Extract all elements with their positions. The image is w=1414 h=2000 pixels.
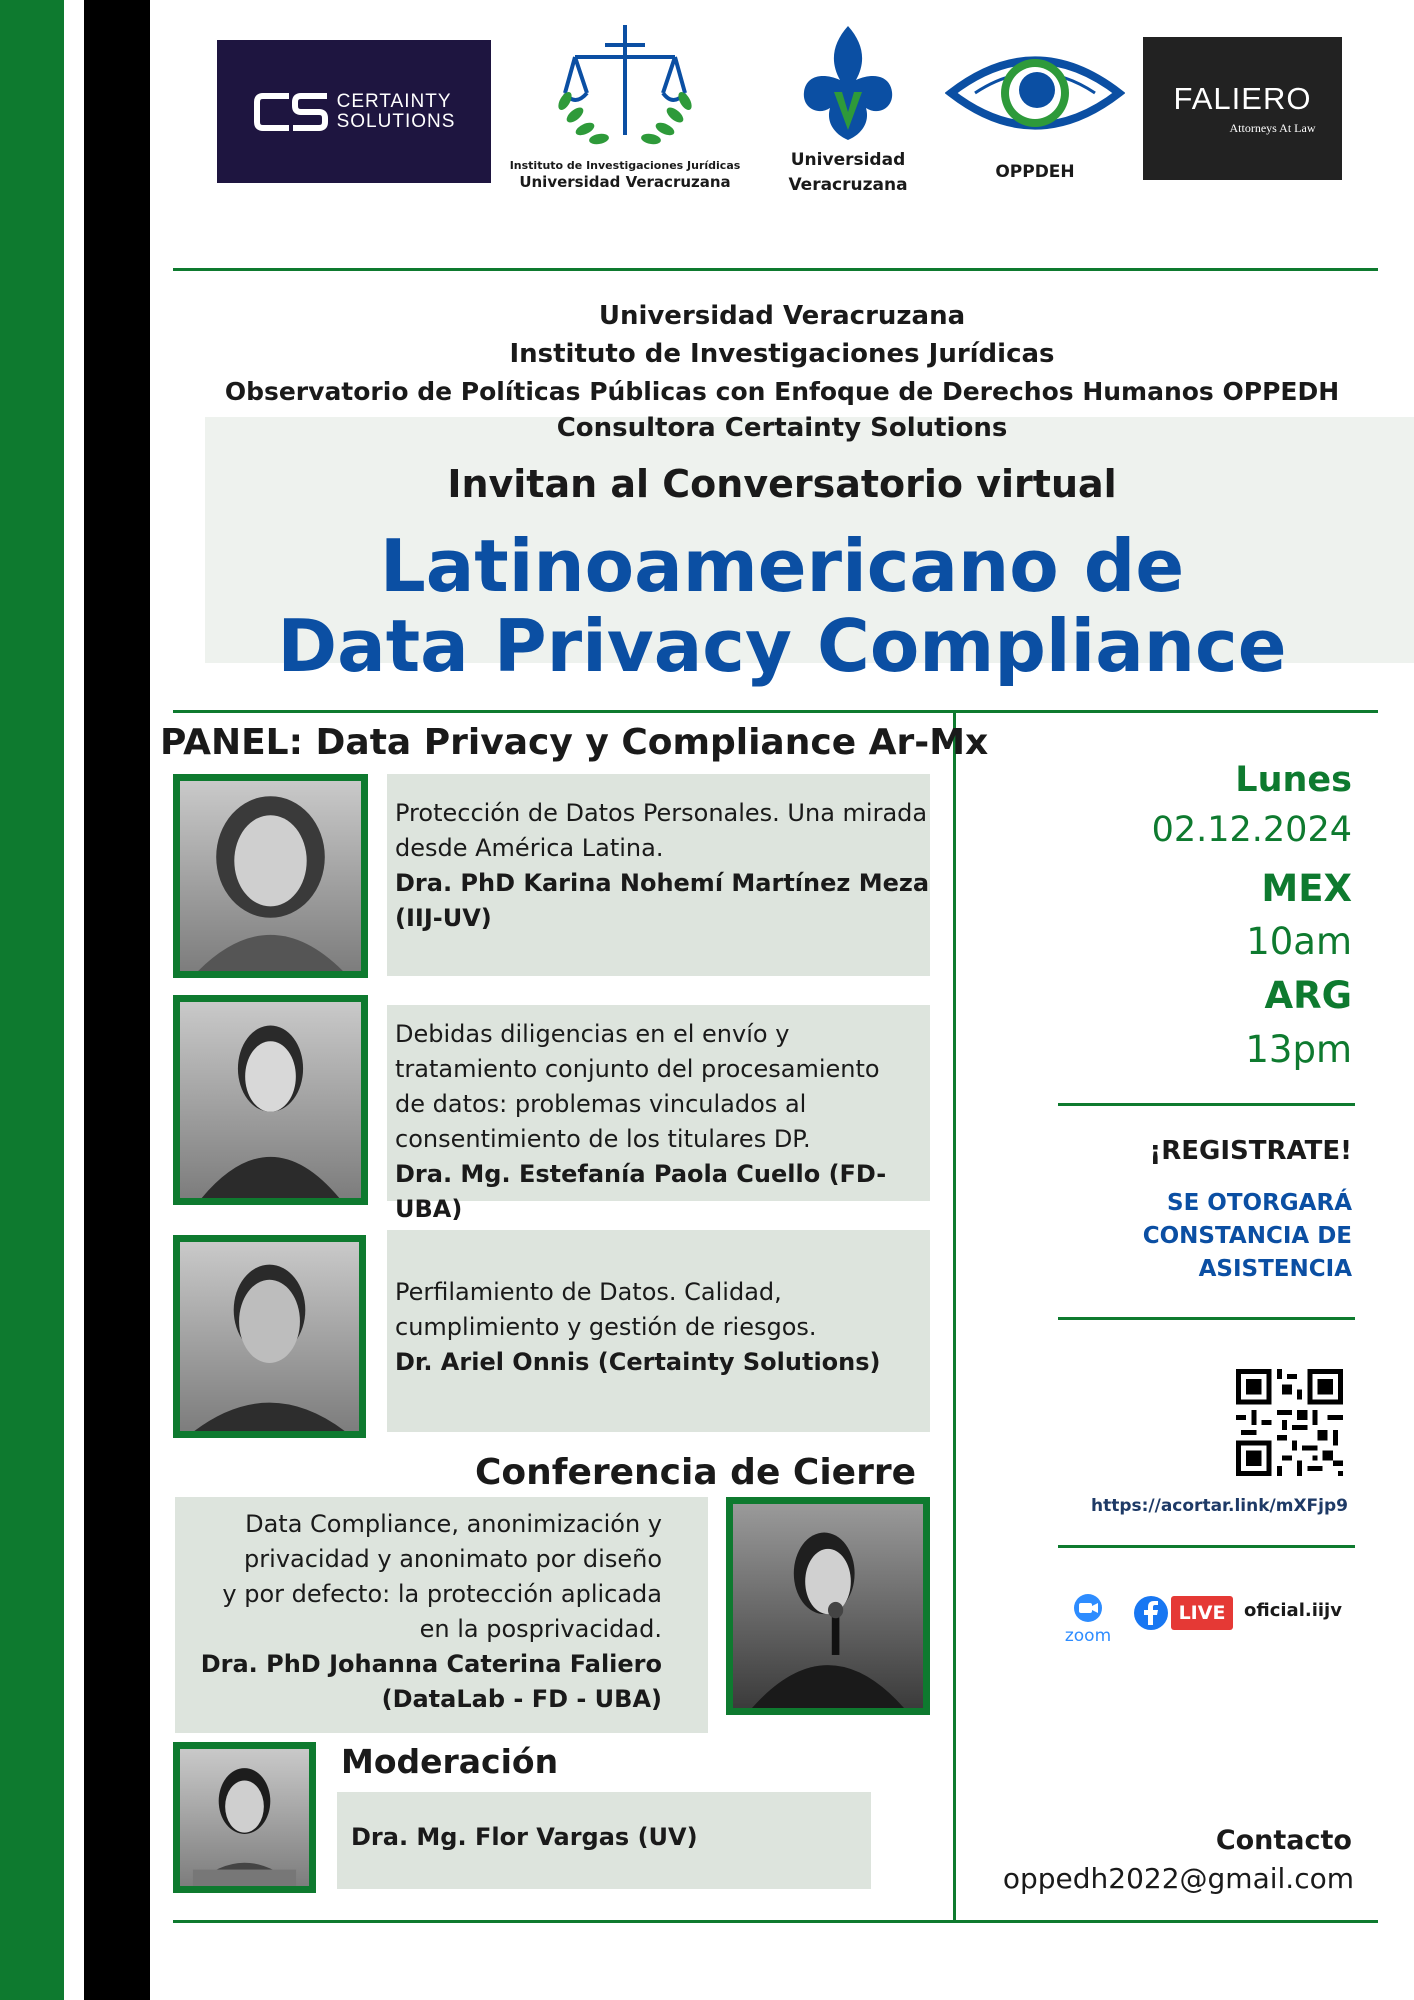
certificate-line-3: ASISTENCIA	[1198, 1256, 1352, 1282]
right-divider-2	[1058, 1317, 1355, 1320]
talk-2-line-1: Debidas diligencias en el envío y	[395, 1020, 790, 1048]
certificate-line-2: CONSTANCIA DE	[1142, 1223, 1352, 1249]
scales-of-justice-icon	[505, 15, 745, 155]
arg-label: ARG	[1264, 974, 1352, 1017]
facebook-icon	[1133, 1595, 1169, 1631]
faliero-logo	[1143, 37, 1342, 180]
talk-1-line-2: desde América Latina.	[395, 834, 664, 862]
arg-time: 13pm	[1245, 1028, 1352, 1071]
social-handle[interactable]: oficial.iijv	[1244, 1600, 1342, 1621]
column-divider	[953, 712, 956, 1922]
certainty-logo-line1: CERTAINTY	[336, 90, 452, 112]
person-silhouette-icon	[180, 1749, 309, 1886]
facebook-logo[interactable]	[1133, 1595, 1169, 1631]
iij-logo	[505, 15, 745, 195]
closing-heading: Conferencia de Cierre	[475, 1452, 916, 1493]
talk-1-speaker-2: (IIJ-UV)	[395, 904, 492, 932]
closing-speaker-2: (DataLab - FD - UBA)	[381, 1685, 662, 1713]
person-silhouette-icon	[180, 781, 361, 971]
header-divider	[173, 268, 1378, 271]
oppdeh-logo	[945, 38, 1125, 188]
certificate-notice	[1052, 1187, 1352, 1286]
uv-logo-line1: Universidad	[790, 150, 906, 170]
left-black-stripe	[84, 0, 150, 2000]
event-date: 02.12.2024	[1151, 810, 1352, 850]
panel-heading: PANEL: Data Privacy y Compliance Ar-Mx	[160, 722, 989, 763]
faliero-logo-name: FALIERO	[1173, 81, 1312, 116]
closing-line-4: en la posprivacidad.	[419, 1615, 662, 1643]
person-silhouette-icon	[180, 1002, 361, 1198]
organizer-3: Observatorio de Políticas Públicas con Enfoque de Derechos Humanos OPPEDH	[224, 377, 1340, 406]
fleur-de-lis-icon	[768, 22, 928, 144]
zoom-logo[interactable]	[1060, 1593, 1116, 1646]
organizer-2: Instituto de Investigaciones Jurídicas	[509, 339, 1055, 369]
talk-2-line-3: de datos: problemas vinculados al	[395, 1090, 807, 1118]
speaker-photo-ariel	[173, 1235, 366, 1438]
uv-logo	[768, 22, 928, 202]
certainty-solutions-logo	[217, 40, 491, 183]
event-day: Lunes	[1235, 760, 1352, 800]
right-divider-3	[1058, 1545, 1355, 1548]
section-bottom-divider	[173, 1920, 1378, 1923]
mex-label: MEX	[1261, 867, 1352, 910]
invite-text: Invitan al Conversatorio virtual	[447, 462, 1117, 506]
event-title-line2: Data Privacy Compliance	[277, 604, 1287, 688]
iij-logo-line1: Instituto de Investigaciones Jurídicas	[509, 159, 741, 172]
event-title-line1: Latinoamericano de	[379, 524, 1185, 608]
live-badge[interactable]: LIVE	[1171, 1596, 1233, 1630]
right-divider-1	[1058, 1103, 1355, 1106]
zoom-label: zoom	[1064, 1626, 1112, 1646]
organizer-1: Universidad Veracruzana	[598, 301, 966, 331]
uv-logo-line2: Veracruzana	[788, 175, 908, 195]
oppdeh-logo-label: OPPDEH	[995, 162, 1075, 182]
talk-card-3	[387, 1230, 930, 1432]
speaker-photo-johanna	[726, 1497, 930, 1715]
closing-talk-card	[175, 1497, 708, 1733]
left-green-stripe	[0, 0, 64, 2000]
speaker-photo-karina	[173, 774, 368, 978]
certainty-logo-line2: SOLUTIONS	[336, 110, 456, 132]
talk-3-speaker: Dr. Ariel Onnis (Certainty Solutions)	[395, 1348, 881, 1376]
contact-email[interactable]: oppedh2022@gmail.com	[1002, 1862, 1354, 1895]
qr-code[interactable]	[1236, 1369, 1343, 1476]
faliero-logo-sub: Attorneys At Law	[1229, 121, 1316, 135]
register-cta[interactable]: ¡REGISTRATE!	[1149, 1136, 1352, 1166]
person-with-microphone-icon	[733, 1504, 923, 1708]
talk-card-2	[387, 1005, 930, 1223]
contact-label: Contacto	[1215, 1825, 1352, 1856]
talk-1-line-1: Protección de Datos Personales. Una mirada	[395, 799, 928, 827]
talk-2-line-2: tratamiento conjunto del procesamiento	[395, 1055, 880, 1083]
moderator-name: Dra. Mg. Flor Vargas (UV)	[351, 1823, 698, 1851]
talk-3-line-1: Perfilamiento de Datos. Calidad,	[395, 1278, 782, 1306]
person-silhouette-icon	[180, 1242, 359, 1431]
zoom-icon	[1060, 1593, 1116, 1623]
registration-link[interactable]: https://acortar.link/mXFjp9	[1090, 1496, 1348, 1516]
iij-logo-line2: Universidad Veracruzana	[519, 173, 731, 191]
speaker-photo-estefania	[173, 995, 368, 1205]
closing-line-2: privacidad y anonimato por diseño	[244, 1545, 662, 1573]
section-top-divider	[173, 710, 1378, 713]
talk-2-speaker: Dra. Mg. Estefanía Paola Cuello (FD-UBA)	[395, 1160, 887, 1223]
moderator-photo-flor	[173, 1742, 316, 1893]
certificate-line-1: SE OTORGARÁ	[1167, 1190, 1352, 1216]
moderator-card	[337, 1792, 871, 1889]
qr-code-icon	[1236, 1369, 1343, 1476]
talk-card-1	[387, 774, 930, 976]
talk-1-speaker-1: Dra. PhD Karina Nohemí Martínez Meza	[395, 869, 930, 897]
closing-speaker-1: Dra. PhD Johanna Caterina Faliero	[200, 1650, 662, 1678]
talk-3-line-2: cumplimiento y gestión de riesgos.	[395, 1313, 817, 1341]
organizer-4: Consultora Certainty Solutions	[556, 413, 1008, 443]
moderation-heading: Moderación	[341, 1742, 559, 1781]
closing-line-3: y por defecto: la protección aplicada	[222, 1580, 662, 1608]
mex-time: 10am	[1246, 920, 1352, 963]
eye-icon	[945, 38, 1125, 148]
talk-2-line-4: consentimiento de los titulares DP.	[395, 1125, 811, 1153]
closing-line-1: Data Compliance, anonimización y	[245, 1510, 662, 1538]
